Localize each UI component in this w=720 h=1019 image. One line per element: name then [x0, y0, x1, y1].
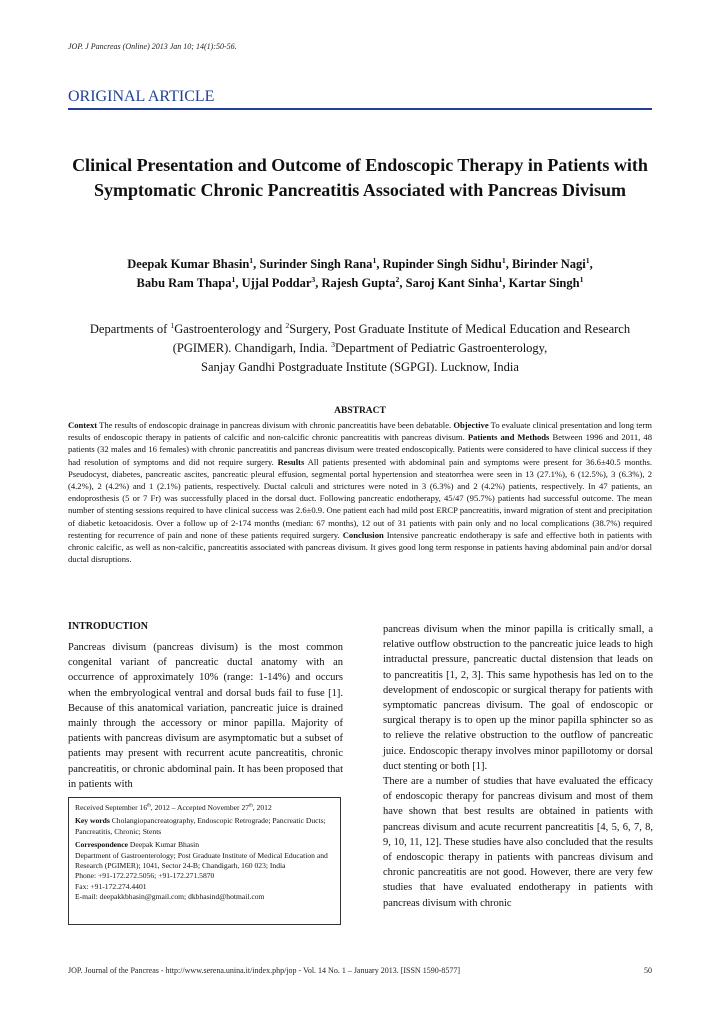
paragraph: Pancreas divisum (pancreas divisum) is the most common congenital variant of pancreatic ductal anatomy with an occurrence of approximately 10% (range: 1-14%) and occurs when the embryological ventral and dorsal buds fail to fuse [1]. Because of this anatomical variation, pancreatic juice is drained mainly through the accessory or minor papilla. Majority of patients with pancreas divisum are asymptomatic but a subset of patients may present with recurrent acute pancreatitis, chronic pancreatitis, or chronic abdominal pain. It has been proposed that in patients with: [68, 642, 343, 790]
affiliations: Departments of $^1$Gastroenterology and $^2$Surgery, Post Graduate Institute of Medical Education and Research (PGIMER). Chandigarh, India. $^3$Department of Pediatric Gastroenterology, Sanjay Gandhi Postgraduate Institute (SGPGI). Lucknow, India: [89, 320, 631, 374]
author[interactable]: Deepak Kumar Bhasin$^1$,: [127, 255, 260, 271]
author[interactable]: Rupinder Singh Sidhu$^1$,: [382, 255, 512, 271]
author-list: [68, 255, 652, 293]
author[interactable]: Saroj Kant Sinha$^1$,: [405, 274, 509, 290]
received-line: Received September 16th, 2012 – Accepted November 27th, 2012: [75, 803, 272, 812]
article-info-box: [68, 797, 341, 925]
author[interactable]: Ujjal Poddar$^3$,: [241, 274, 322, 290]
author[interactable]: Birinder Nagi$^1$,: [511, 255, 593, 271]
keywords-line: Key words Cholangiopancreatography, Endoscopic Retrograde; Pancreatic Ducts; Pancreatitis, Chronic; Stents: [75, 816, 326, 836]
intro-left-column: [68, 640, 343, 792]
author[interactable]: Rajesh Gupta$^2$,: [321, 274, 406, 290]
phone-line: Phone: +91-172.272.5056; +91-172.271.5870: [75, 871, 215, 881]
author[interactable]: Kartar Singh$^1$: [508, 274, 584, 290]
article-title: Clinical Presentation and Outcome of Endoscopic Therapy in Patients with Symptomatic Chronic Pancreatitis Associated with Pancreas Divisum: [72, 155, 648, 200]
intro-right-column: [383, 622, 653, 911]
section-rule: [68, 108, 652, 110]
paragraph: There are a number of studies that have evaluated the efficacy of endoscopic therapy for pancreas divisum and most of them have shown that best results are obtained in patients with pancreas divisum and acute recurrent pancreatitis [4, 5, 6, 7, 8, 9, 10, 11, 12]. These studies have also concluded that the results of endoscopic therapy in patients with pancreas divisum and chronic pancreatitis are not good. However, there are very few studies that have evaluated endotherapy in patients with pancreas divisum with chronic: [383, 776, 653, 909]
section-label: ORIGINAL ARTICLE: [68, 88, 215, 105]
page-number: 50: [644, 966, 652, 975]
page-footer: JOP. Journal of the Pancreas - http://www.serena.unina.it/index.php/jop - Vol. 14 No. 1 – January 2013. [ISSN 1590-8577]: [68, 966, 461, 975]
fax-line: Fax: +91-172.274.4401: [75, 881, 147, 891]
introduction-heading: INTRODUCTION: [68, 621, 149, 632]
paragraph: pancreas divisum when the minor papilla is critically small, a relative outflow obstruction to the pancreatic juice leads to high intraductal pressure, pancreatic ductal distension that leads on to pancreatitis [1, 2, 3]. This same hypothesis has led on to the development of endoscopic or surgical therapy for patients with symptomatic pancreas divisum. The goal of endoscopic or surgical therapy is to open up the minor papilla sphincter so as to relieve the relative obstruction to the outflow of pancreatic juice. Endoscopic therapy involves minor papillotomy or dorsal duct stenting or both [1].: [383, 624, 653, 772]
author[interactable]: Babu Ram Thapa$^1$,: [136, 274, 242, 290]
abstract-body: Context The results of endoscopic drainage in pancreas divisum with chronic pancreatitis have been debatable. Objective To evaluate clinical presentation and long term results of endoscopic therapy in patients of calcific and non-calcific chronic pancreatitis with pancreas divisum. Patients and Methods Between 1996 and 2011, 48 patients (32 males and 16 females) with chronic pancreatitis and pancreas divisum were treated endoscopically. Patients were considered to have clinical success if they had resolution of symptoms and did not require surgery. Results All patients presented with abdominal pain and symptoms were present for 36.6±40.5 months. Pseudocyst, diabetes, pancreatic ascites, pancreatic pleural effusion, segmental portal hypertension and steatorrhea were seen in 13 (27.1%), 6 (12.5%), 3 (6.3%), 2 (4.2%), 2 (4.2%) and 1 (2.1%) patients, respectively. Ductal calculi and strictures were noted in 3 (6.3%) and 2 (4.2%) patients, respectively. In 47 patients, an endoprosthesis (5 or 7 Fr) was successfully placed in the dorsal duct. Following pancreatic endotherapy, 45/47 (95.7%) patients had successful outcome. The mean number of stenting sessions required to have clinical success was 2.6±0.9. One patient each had mild post ERCP pancreatitis, inward migration of stent and precipitation of diabetic ketoacidosis. Over a follow up of 2-174 months (median: 67 months), 12 out of 31 patients with pain only and no local complications (38.7%) required restenting for recurrence of pain and none of these patients required surgery. Conclusion Intensive pancreatic endotherapy is safe and effective both in patients with chronic calcific, as well as non-calcific, pancreatitis associated with pancreas divisum. It gives good long term response in patients having abdominal pain and/or dorsal ductal disruptions.: [68, 420, 652, 565]
address-line: Department of Gastroenterology; Post Graduate Institute of Medical Education and Research (PGIMER); 1041, Sector 24-B; Chandigarh, 160 023; India: [75, 850, 328, 871]
author[interactable]: Surinder Singh Rana$^1$,: [259, 255, 383, 271]
journal-citation: JOP. J Pancreas (Online) 2013 Jan 10; 14(1):50-56.: [68, 42, 237, 51]
email-line[interactable]: E-mail: deepakkbhasin@gmail.com; dkbhasind@hotmail.com: [75, 892, 265, 902]
abstract-heading: ABSTRACT: [334, 406, 386, 416]
correspondence-line: Correspondence Deepak Kumar Bhasin: [75, 840, 200, 850]
